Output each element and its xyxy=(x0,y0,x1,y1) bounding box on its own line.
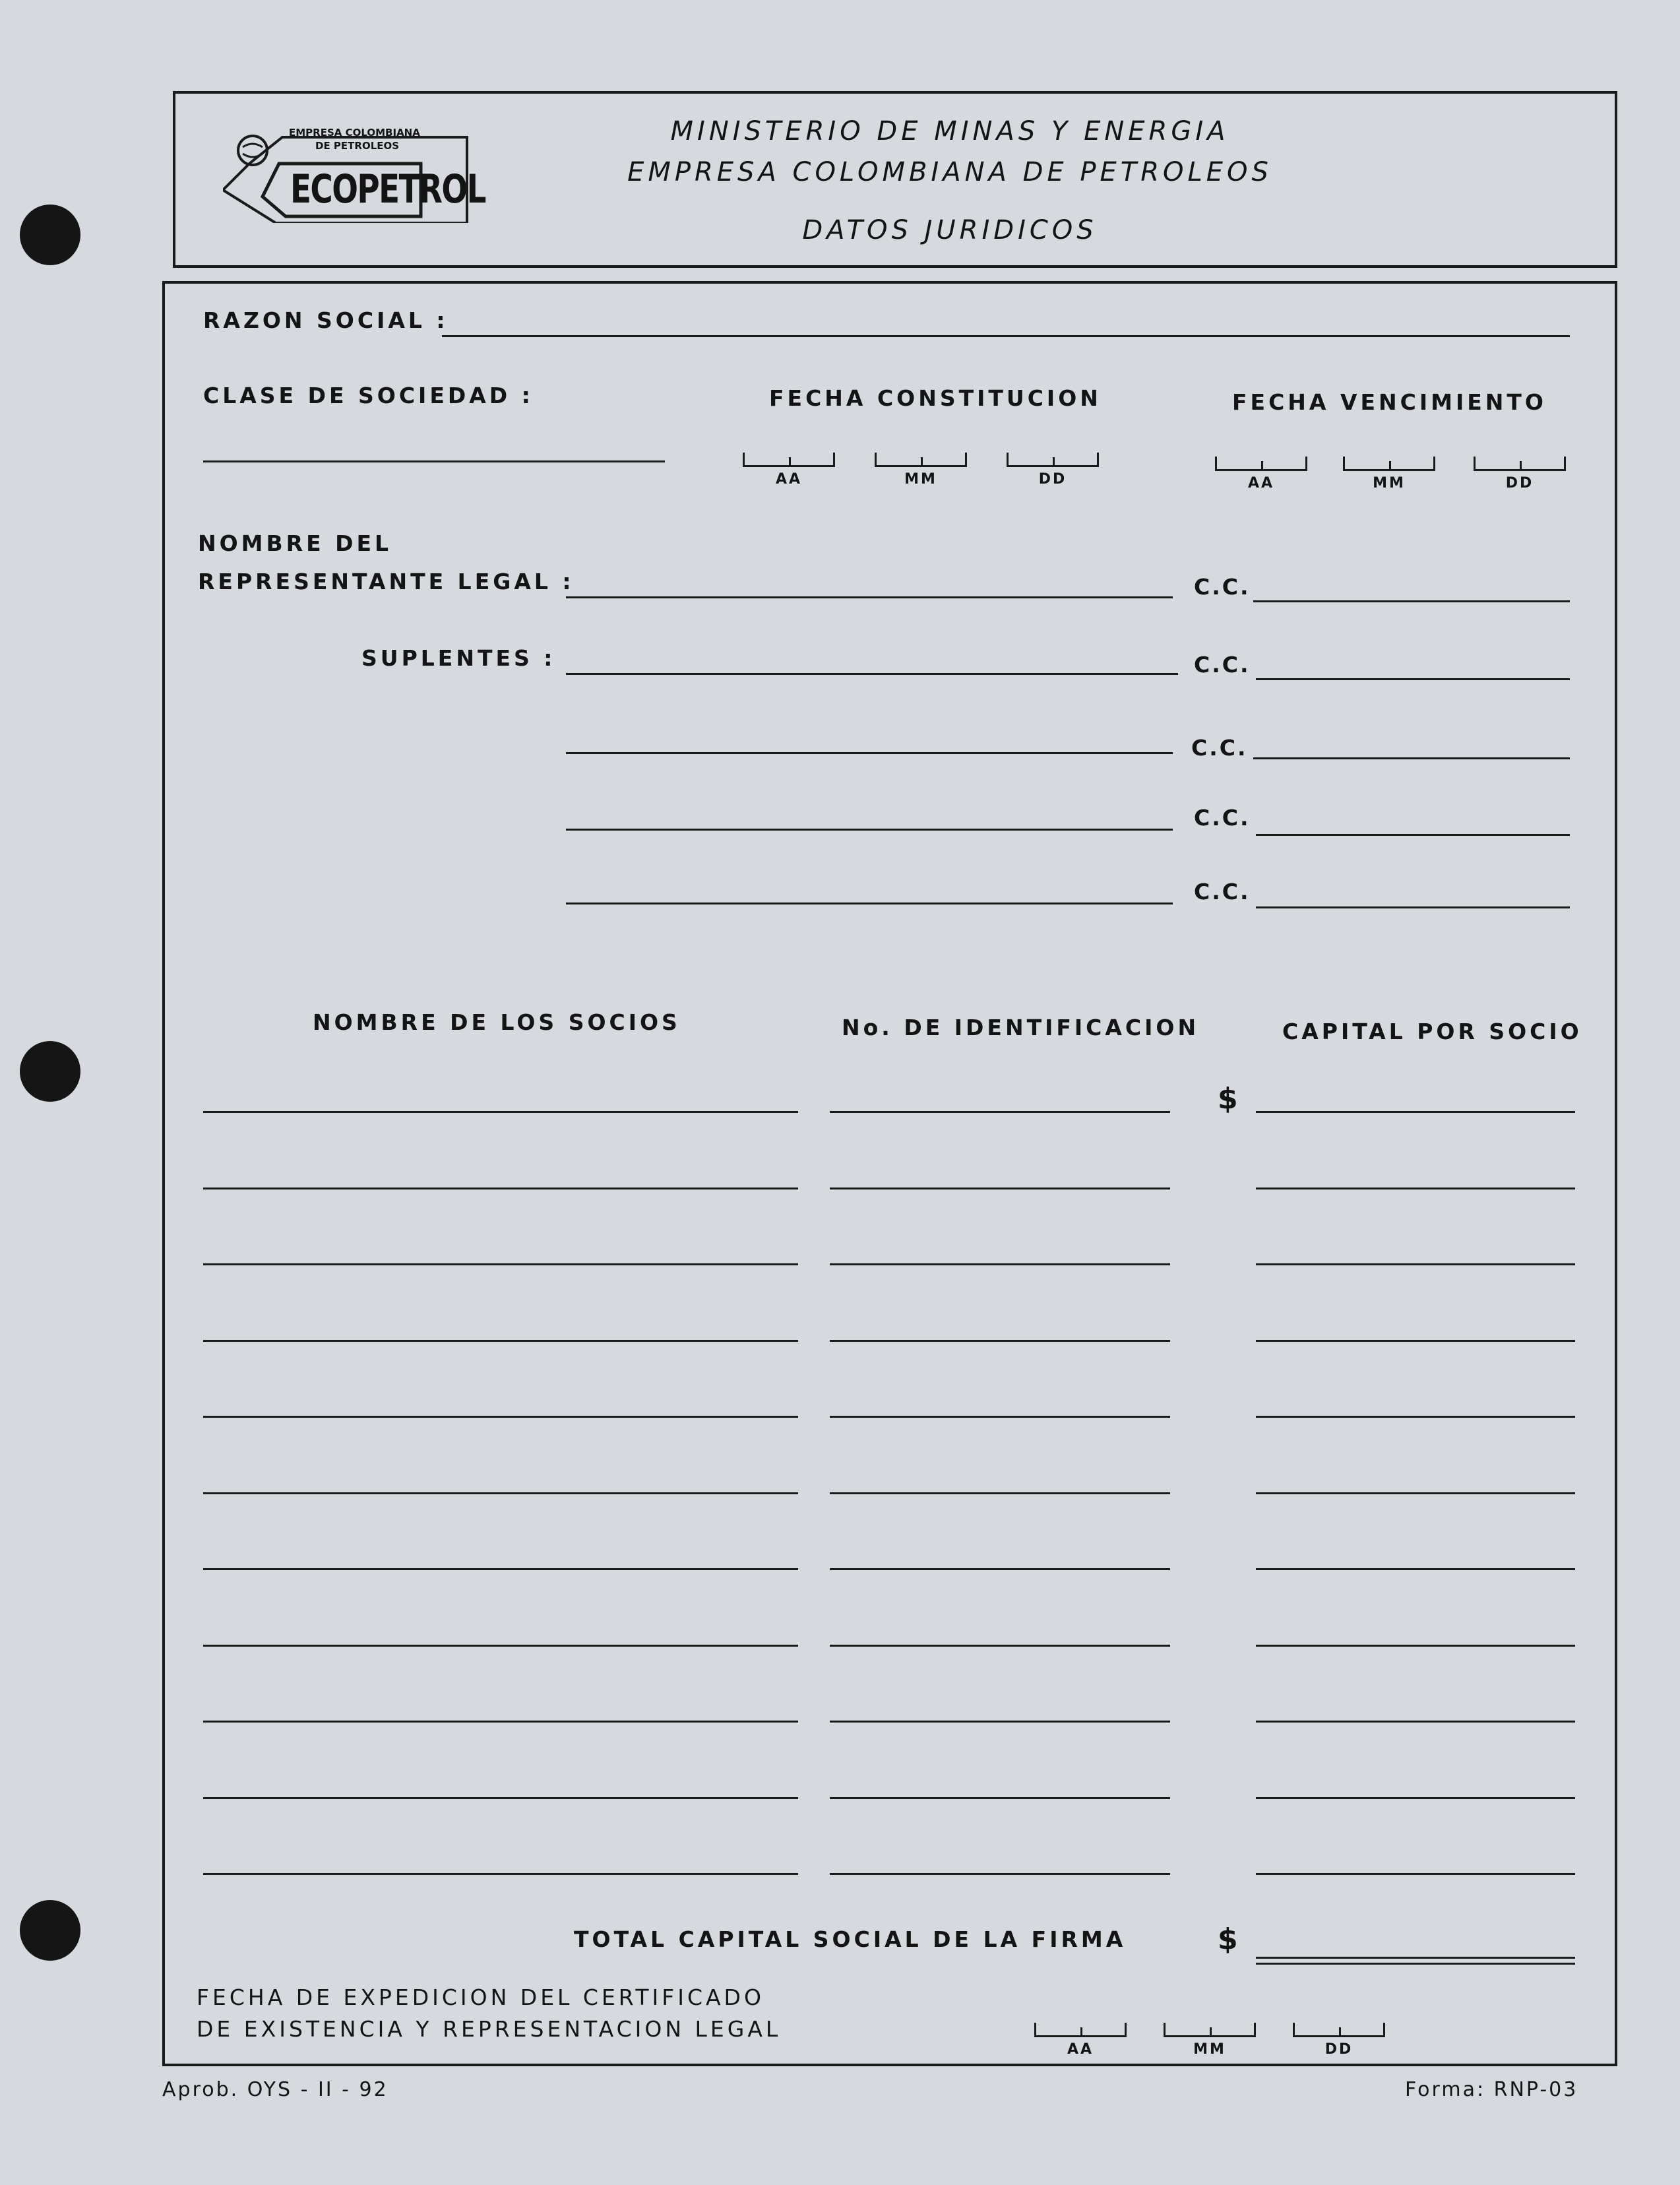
suplente-3-cc-field[interactable] xyxy=(1256,834,1570,836)
suplente-1-cc-label: C.C. xyxy=(1194,652,1251,678)
socio-id-field[interactable] xyxy=(830,1492,1170,1494)
suplente-2-cc-label: C.C. xyxy=(1191,735,1248,761)
razon-social-label: RAZON SOCIAL : xyxy=(203,307,449,333)
logo-small-line1: EMPRESA COLOMBIANA xyxy=(289,127,420,139)
fecha-constitucion-label: FECHA CONSTITUCION xyxy=(769,385,1102,411)
socio-id-field[interactable] xyxy=(830,1721,1170,1723)
socio-name-field[interactable] xyxy=(203,1645,798,1647)
socio-capital-field[interactable] xyxy=(1256,1340,1575,1342)
constitucion-mm-label: MM xyxy=(904,471,937,488)
vencimiento-aa-label: AA xyxy=(1247,475,1275,491)
capital-currency-symbol: $ xyxy=(1218,1082,1238,1116)
socio-capital-field[interactable] xyxy=(1256,1568,1575,1570)
socio-id-field[interactable] xyxy=(830,1568,1170,1570)
certificado-dd-field[interactable] xyxy=(1293,2023,1385,2037)
binder-hole-middle xyxy=(20,1041,80,1102)
suplente-2-field[interactable] xyxy=(566,752,1173,754)
total-capital-label: TOTAL CAPITAL SOCIAL DE LA FIRMA xyxy=(574,1926,1127,1952)
suplentes-label: SUPLENTES : xyxy=(361,645,556,671)
socio-capital-field[interactable] xyxy=(1256,1492,1575,1494)
socio-id-field[interactable] xyxy=(830,1873,1170,1875)
certificado-aa-field[interactable] xyxy=(1034,2023,1127,2037)
vencimiento-mm-field[interactable] xyxy=(1343,457,1435,471)
certificado-aa-label: AA xyxy=(1067,2041,1094,2058)
suplente-3-field[interactable] xyxy=(566,829,1173,831)
socio-id-field[interactable] xyxy=(830,1111,1170,1113)
certificado-line2: DE EXISTENCIA Y REPRESENTACION LEGAL xyxy=(197,2016,782,2042)
certificado-line1: FECHA DE EXPEDICION DEL CERTIFICADO xyxy=(197,1984,764,2010)
title-datos-juridicos: DATOS JURIDICOS xyxy=(802,215,1098,245)
socio-id-field[interactable] xyxy=(830,1340,1170,1342)
constitucion-aa-label: AA xyxy=(775,471,803,488)
socio-capital-field[interactable] xyxy=(1256,1263,1575,1265)
socio-capital-field[interactable] xyxy=(1256,1721,1575,1723)
column-header-capital: CAPITAL POR SOCIO xyxy=(1282,1019,1582,1044)
socio-name-field[interactable] xyxy=(203,1873,798,1875)
socio-name-field[interactable] xyxy=(203,1111,798,1113)
total-capital-field[interactable] xyxy=(1256,1957,1575,1965)
suplente-4-cc-field[interactable] xyxy=(1256,906,1570,908)
constitucion-mm-field[interactable] xyxy=(875,453,967,467)
clase-sociedad-field[interactable] xyxy=(203,460,665,462)
socio-name-field[interactable] xyxy=(203,1340,798,1342)
nombre-del-label: NOMBRE DEL xyxy=(198,530,392,556)
socio-name-field[interactable] xyxy=(203,1721,798,1723)
representante-cc-field[interactable] xyxy=(1253,600,1570,602)
socio-capital-field[interactable] xyxy=(1256,1111,1575,1113)
vencimiento-dd-field[interactable] xyxy=(1474,457,1566,471)
representante-cc-label: C.C. xyxy=(1194,574,1251,600)
socio-capital-field[interactable] xyxy=(1256,1188,1575,1189)
certificado-mm-field[interactable] xyxy=(1164,2023,1256,2037)
binder-hole-top xyxy=(20,205,80,265)
ecopetrol-logo xyxy=(223,124,485,223)
socio-capital-field[interactable] xyxy=(1256,1873,1575,1875)
vencimiento-dd-label: DD xyxy=(1505,475,1534,491)
socio-capital-field[interactable] xyxy=(1256,1416,1575,1418)
constitucion-aa-field[interactable] xyxy=(743,453,835,467)
socio-id-field[interactable] xyxy=(830,1645,1170,1647)
binder-hole-bottom xyxy=(20,1900,80,1961)
footer-approval-code: Aprob. OYS - II - 92 xyxy=(162,2078,389,2101)
socio-id-field[interactable] xyxy=(830,1797,1170,1799)
footer-form-code: Forma: RNP-03 xyxy=(1405,2078,1578,2101)
vencimiento-mm-label: MM xyxy=(1373,475,1406,491)
total-currency-symbol: $ xyxy=(1218,1922,1238,1956)
logo-name: ECOPETROL xyxy=(290,166,485,212)
suplente-4-field[interactable] xyxy=(566,902,1173,904)
socio-capital-field[interactable] xyxy=(1256,1645,1575,1647)
razon-social-field[interactable] xyxy=(442,335,1570,337)
title-ministerio: MINISTERIO DE MINAS Y ENERGIA xyxy=(670,116,1229,146)
fecha-vencimiento-label: FECHA VENCIMIENTO xyxy=(1232,389,1547,415)
suplente-3-cc-label: C.C. xyxy=(1194,805,1251,831)
suplente-4-cc-label: C.C. xyxy=(1194,879,1251,904)
socio-id-field[interactable] xyxy=(830,1416,1170,1418)
representante-legal-label: REPRESENTANTE LEGAL : xyxy=(198,569,575,594)
suplente-2-cc-field[interactable] xyxy=(1253,757,1570,759)
logo-small-line2: DE PETROLEOS xyxy=(315,140,400,152)
certificado-mm-label: MM xyxy=(1193,2041,1226,2058)
suplente-1-field[interactable] xyxy=(566,673,1178,675)
socio-name-field[interactable] xyxy=(203,1188,798,1189)
socio-id-field[interactable] xyxy=(830,1188,1170,1189)
constitucion-dd-label: DD xyxy=(1038,471,1067,488)
column-header-identificacion: No. DE IDENTIFICACION xyxy=(842,1015,1200,1040)
socio-name-field[interactable] xyxy=(203,1263,798,1265)
constitucion-dd-field[interactable] xyxy=(1007,453,1099,467)
representante-legal-field[interactable] xyxy=(566,596,1173,598)
socio-name-field[interactable] xyxy=(203,1492,798,1494)
socio-capital-field[interactable] xyxy=(1256,1797,1575,1799)
vencimiento-aa-field[interactable] xyxy=(1215,457,1307,471)
socio-name-field[interactable] xyxy=(203,1568,798,1570)
title-empresa: EMPRESA COLOMBIANA DE PETROLEOS xyxy=(627,157,1272,187)
socio-id-field[interactable] xyxy=(830,1263,1170,1265)
socio-name-field[interactable] xyxy=(203,1416,798,1418)
socio-name-field[interactable] xyxy=(203,1797,798,1799)
suplente-1-cc-field[interactable] xyxy=(1256,678,1570,680)
clase-sociedad-label: CLASE DE SOCIEDAD : xyxy=(203,383,534,408)
column-header-socios: NOMBRE DE LOS SOCIOS xyxy=(313,1009,681,1035)
certificado-dd-label: DD xyxy=(1324,2041,1353,2058)
